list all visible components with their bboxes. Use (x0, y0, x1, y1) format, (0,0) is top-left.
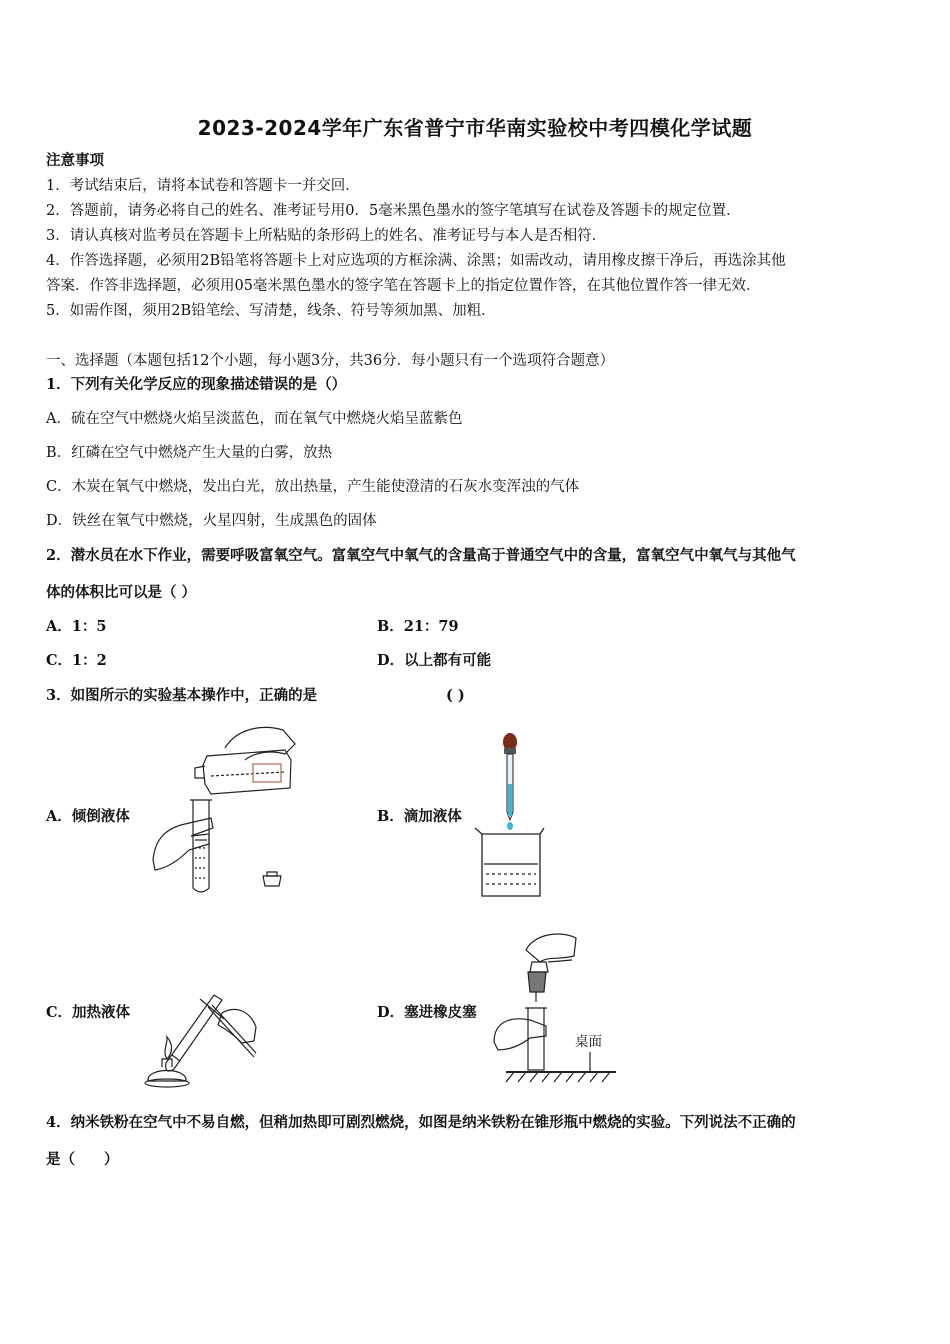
notice-item-3: 3．请认真核对监考员在答题卡上所粘贴的条形码上的姓名、准考证号与本人是否相符． (46, 228, 607, 244)
q1-option-c: C．木炭在氧气中燃烧，发出白光，放出热量，产生能使澄清的石灰水变浑浊的气体 (46, 479, 580, 495)
figure-dropping-liquid (470, 728, 550, 900)
q1-option-b: B．红磷在空气中燃烧产生大量的白雾，放热 (46, 445, 333, 461)
notice-item-5: 5．如需作图，须用2B铅笔绘、写清楚，线条、符号等须加黑、加粗． (46, 303, 496, 319)
q2-stem-line1: 2．潜水员在水下作业，需要呼吸富氧空气。富氧空气中氧气的含量高于普通空气中的含量，富氧空气中氧气与其他气 (46, 547, 796, 564)
notice-item-2: 2．答题前，请务必将自己的姓名、准考证号用0．5毫米黑色墨水的签字笔填写在试卷及答题卡的规定位置． (46, 203, 741, 219)
figure-insert-stopper (490, 926, 622, 1086)
notice-item-4: 4．作答选择题，必须用2B铅笔将答题卡上对应选项的方框涂满、涂黑；如需改动，请用橡皮擦干净后，再选涂其他 (46, 253, 786, 269)
q1-stem: 1．下列有关化学反应的现象描述错误的是（） (46, 376, 347, 393)
q2-option-c: C．1：2 (46, 652, 107, 669)
q4-stem-line2: 是（ ） (46, 1151, 119, 1168)
q3-stem: 3．如图所示的实验基本操作中，正确的是 (46, 687, 318, 704)
q1-option-d: D．铁丝在氧气中燃烧，火星四射，生成黑色的固体 (46, 513, 377, 529)
section-heading: 一、选择题（本题包括12个小题，每小题3分，共36分．每小题只有一个选项符合题意） (46, 353, 615, 369)
q2-option-b: B．21：79 (377, 618, 459, 635)
q3-option-d: D．塞进橡皮塞 (377, 1004, 477, 1021)
q4-stem-line1: 4．纳米铁粉在空气中不易自燃，但稍加热即可剧烈燃烧，如图是纳米铁粉在锥形瓶中燃烧的实验。下列说法不正确的 (46, 1114, 796, 1131)
q3-option-c: C．加热液体 (46, 1004, 131, 1021)
notice-heading: 注意事项 (46, 152, 104, 169)
q2-option-a: A．1：5 (46, 618, 107, 635)
q2-stem-line2: 体的体积比可以是（ ） (46, 584, 197, 601)
figure-heating-liquid (138, 985, 268, 1091)
notice-item-1: 1．考试结束后，请将本试卷和答题卡一并交回． (46, 178, 360, 194)
figure-pouring-liquid (145, 720, 305, 898)
q3-option-b: B．滴加液体 (377, 808, 462, 825)
q3-option-a: A．倾倒液体 (46, 808, 130, 825)
q3-paren: ( ) (446, 687, 465, 704)
notice-item-4-cont: 答案．作答非选择题，必须用05毫米黑色墨水的签字笔在答题卡上的指定位置作答，在其他位置作答一律无效． (46, 278, 761, 294)
desk-label: 桌面 (575, 1034, 602, 1050)
q1-option-a: A．硫在空气中燃烧火焰呈淡蓝色，而在氧气中燃烧火焰呈蓝紫色 (46, 411, 463, 427)
q2-option-d: D．以上都有可能 (377, 652, 492, 669)
page-title: 2023-2024学年广东省普宁市华南实验校中考四模化学试题 (197, 116, 753, 140)
